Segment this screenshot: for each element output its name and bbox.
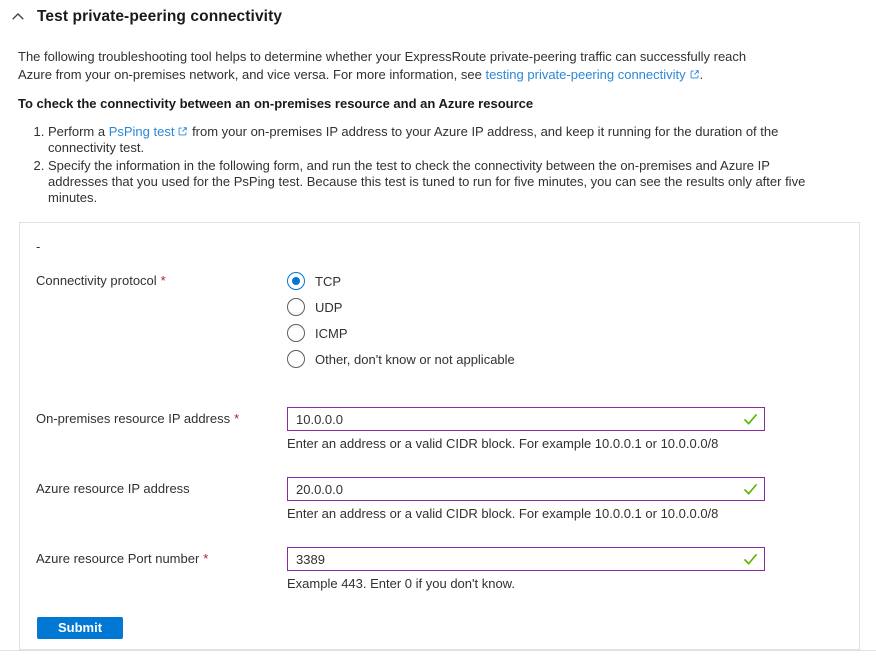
form-placeholder-dash: - — [36, 239, 41, 254]
azure-ip-label: Azure resource IP address — [36, 481, 190, 496]
azure-ip-input[interactable] — [287, 477, 765, 501]
instructions-subheading: To check the connectivity between an on-premises resource and an Azure resource — [18, 96, 534, 111]
step-2: 2. Specify the information in the following form, and run the test to check the connectivity between the on-premises and Azure IP addresses that you used for the PsPing test. Because this test is tuned to run for five minutes, you can see the results only after five minutes. — [48, 158, 818, 206]
azure-port-hint: Example 443. Enter 0 if you don't know. — [287, 576, 515, 591]
collapse-section-button[interactable] — [10, 9, 26, 25]
radio-label-udp: UDP — [315, 299, 343, 315]
valid-checkmark-icon — [743, 483, 758, 496]
radio-button-tcp[interactable] — [287, 272, 305, 290]
azure-ip-hint: Enter an address or a valid CIDR block. For example 10.0.0.1 or 10.0.0.0/8 — [287, 506, 719, 521]
instruction-steps — [18, 124, 858, 206]
chevron-up-icon — [11, 10, 25, 24]
valid-checkmark-icon — [743, 413, 758, 426]
radio-label-icmp: ICMP — [315, 325, 348, 341]
radio-option-udp[interactable] — [287, 298, 515, 316]
onprem-ip-label: On-premises resource IP address * — [36, 411, 240, 426]
radio-option-tcp[interactable] — [287, 272, 515, 290]
onprem-ip-field-row — [36, 407, 843, 452]
external-link-icon — [177, 126, 188, 137]
psping-test-link[interactable]: PsPing test — [109, 124, 189, 139]
section-bottom-divider — [0, 650, 876, 651]
intro-text-end: . — [699, 67, 704, 82]
section-title: Test private-peering connectivity — [37, 8, 283, 25]
intro-paragraph — [18, 48, 766, 84]
intro-text: The following troubleshooting tool helps to determine whether your ExpressRoute private-peering traffic can successfully reach Azure from your on-premises network, and vice versa. For more information, see — [18, 49, 747, 82]
protocol-radio-group — [287, 272, 515, 368]
radio-button-other[interactable] — [287, 350, 305, 368]
section-header — [10, 6, 858, 28]
radio-button-udp[interactable] — [287, 298, 305, 316]
protocol-field-row — [36, 272, 843, 368]
onprem-ip-hint: Enter an address or a valid CIDR block. For example 10.0.0.1 or 10.0.0.0/8 — [287, 436, 719, 451]
azure-port-input[interactable] — [287, 547, 765, 571]
testing-connectivity-link[interactable]: testing private-peering connectivity — [485, 67, 699, 82]
required-marker: * — [203, 551, 209, 566]
valid-checkmark-icon — [743, 553, 758, 566]
submit-button[interactable]: Submit — [37, 617, 123, 639]
azure-port-field-row — [36, 547, 843, 592]
radio-option-other[interactable] — [287, 350, 515, 368]
connectivity-test-form — [19, 222, 860, 650]
external-link-icon — [689, 69, 700, 80]
radio-button-icmp[interactable] — [287, 324, 305, 342]
protocol-label: Connectivity protocol * — [36, 273, 166, 288]
radio-label-tcp: TCP — [315, 273, 341, 289]
azure-ip-field-row — [36, 477, 843, 522]
onprem-ip-input[interactable] — [287, 407, 765, 431]
step-1: 1. Perform a PsPing test from your on-premises IP address to your Azure IP address, and keep it running for the duration of the connectivity test. — [48, 124, 818, 156]
azure-port-label: Azure resource Port number * — [36, 551, 209, 566]
required-marker: * — [234, 411, 240, 426]
required-marker: * — [160, 273, 166, 288]
radio-option-icmp[interactable] — [287, 324, 515, 342]
radio-label-other: Other, don't know or not applicable — [315, 351, 515, 367]
